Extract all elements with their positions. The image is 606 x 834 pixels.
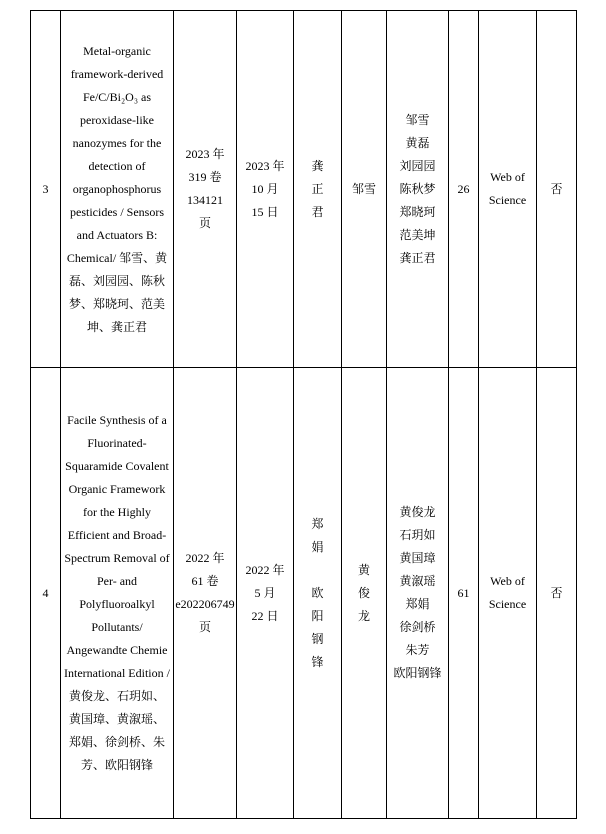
name-char: 龚 <box>311 158 324 173</box>
name-char: 正 <box>311 181 324 196</box>
title-line: Pollutants/ <box>91 620 143 634</box>
author-name: 黄俊龙 <box>399 505 436 519</box>
title-line: pesticides / Sensors <box>70 204 164 219</box>
first-author-cell <box>342 368 387 819</box>
name-gap <box>311 559 325 582</box>
impact-cell: 61 <box>449 368 479 819</box>
row-number: 3 <box>31 11 61 368</box>
title-line: 芳、欧阳钢锋 <box>80 758 153 772</box>
database-line: Web of <box>490 170 525 184</box>
author-name: 郑晓珂 <box>399 204 436 219</box>
author-name: 朱芳 <box>405 643 430 657</box>
name-char: 黄 <box>357 562 370 577</box>
date-line: 22 日 <box>251 608 279 623</box>
date-line: 15 日 <box>251 204 279 219</box>
date-line: 10 月 <box>251 181 279 196</box>
author-name: 徐剑桥 <box>399 620 436 634</box>
title-line: detection of <box>88 158 146 173</box>
volume-pages-cell <box>174 368 237 819</box>
publish-date-cell <box>237 368 294 819</box>
title-line: 黄国璋、黄溆瑶、 <box>68 712 165 726</box>
title-line: Fe/C/Bi₂O₃ as <box>82 89 152 104</box>
volume-line: 61 卷 <box>191 574 219 588</box>
title-line: Spectrum Removal of <box>64 551 170 565</box>
author-name: 黄磊 <box>405 135 430 150</box>
volume-pages-cell <box>174 11 237 368</box>
title-line: 梦、郑晓珂、范美 <box>68 296 165 311</box>
name-char: 钢 <box>311 631 324 646</box>
title-line: Per- and <box>96 574 138 588</box>
author-name: 黄国璋 <box>399 551 436 565</box>
author-name: 龚正君 <box>399 250 436 265</box>
table-row <box>31 11 577 368</box>
name-char: 锋 <box>311 654 324 669</box>
name-char: 娟 <box>311 539 324 554</box>
author-name: 石玥如 <box>399 528 436 542</box>
title-line: Fluorinated- <box>87 436 147 450</box>
volume-line: 319 卷 <box>188 170 222 184</box>
name-char: 阳 <box>311 608 324 623</box>
date-line: 2023 年 <box>245 158 285 173</box>
first-author-cell: 邹雪 <box>342 11 387 368</box>
volume-line: 页 <box>198 620 211 634</box>
impact-cell: 26 <box>449 11 479 368</box>
title-line: framework-derived <box>70 66 164 81</box>
title-line: peroxidase-like <box>80 112 154 127</box>
title-line: 磊、刘园园、陈秋 <box>68 273 165 288</box>
title-line: organophosphorus <box>72 181 162 196</box>
author-name: 邹雪 <box>405 112 430 127</box>
volume-line: 134121 <box>187 193 223 207</box>
corresponding-author-cell <box>294 11 342 368</box>
corresponding-author-cell <box>294 368 342 819</box>
title-line: Polyfluoroalkyl <box>79 597 155 611</box>
author-name: 郑娟 <box>405 597 430 611</box>
database-line: Science <box>488 193 527 207</box>
date-line: 2022 年 <box>245 562 285 577</box>
publication-table <box>30 10 577 819</box>
author-list-cell <box>387 11 449 368</box>
volume-line: e202206749 <box>175 597 235 611</box>
author-name: 欧阳钢锋 <box>393 666 442 680</box>
title-line: Chemical/ 邹雪、黄 <box>66 250 168 265</box>
title-line: Angewandte Chemie <box>66 643 168 657</box>
author-name: 刘园园 <box>399 158 436 173</box>
author-name: 范美坤 <box>399 227 436 242</box>
name-char: 郑 <box>311 516 324 531</box>
title-line: International Edition / <box>64 666 170 680</box>
flag-cell: 否 <box>537 368 577 819</box>
volume-line: 2023 年 <box>185 147 225 161</box>
name-char: 龙 <box>357 608 370 623</box>
paper-title-cell <box>61 11 174 368</box>
database-cell <box>479 368 537 819</box>
volume-line: 页 <box>198 216 211 230</box>
database-line: Web of <box>490 574 525 588</box>
date-line: 5 月 <box>254 585 276 600</box>
name-char: 俊 <box>357 585 370 600</box>
author-name: 黄溆瑶 <box>399 574 436 588</box>
title-line: nanozymes for the <box>72 135 162 150</box>
publish-date-cell <box>237 11 294 368</box>
author-name: 陈秋梦 <box>399 181 436 196</box>
table-row <box>31 368 577 819</box>
volume-line: 2022 年 <box>185 551 225 565</box>
title-line: 郑娟、徐剑桥、朱 <box>68 735 165 749</box>
title-line: 黄俊龙、石玥如、 <box>68 689 165 703</box>
database-line: Science <box>488 597 527 611</box>
name-char: 君 <box>311 204 324 219</box>
title-line: and Actuators B: <box>76 227 158 242</box>
title-line: Metal-organic <box>83 43 151 58</box>
title-line: Organic Framework <box>68 482 166 496</box>
title-line: Squaramide Covalent <box>65 459 169 473</box>
title-line: 坤、龚正君 <box>86 319 147 334</box>
title-line: for the Highly <box>83 505 151 519</box>
flag-cell: 否 <box>537 11 577 368</box>
title-line: Efficient and Broad- <box>67 528 167 542</box>
paper-title-cell <box>61 368 174 819</box>
author-list-cell <box>387 368 449 819</box>
name-char: 欧 <box>311 585 324 600</box>
database-cell <box>479 11 537 368</box>
title-line: Facile Synthesis of a <box>67 413 167 427</box>
row-number: 4 <box>31 368 61 819</box>
